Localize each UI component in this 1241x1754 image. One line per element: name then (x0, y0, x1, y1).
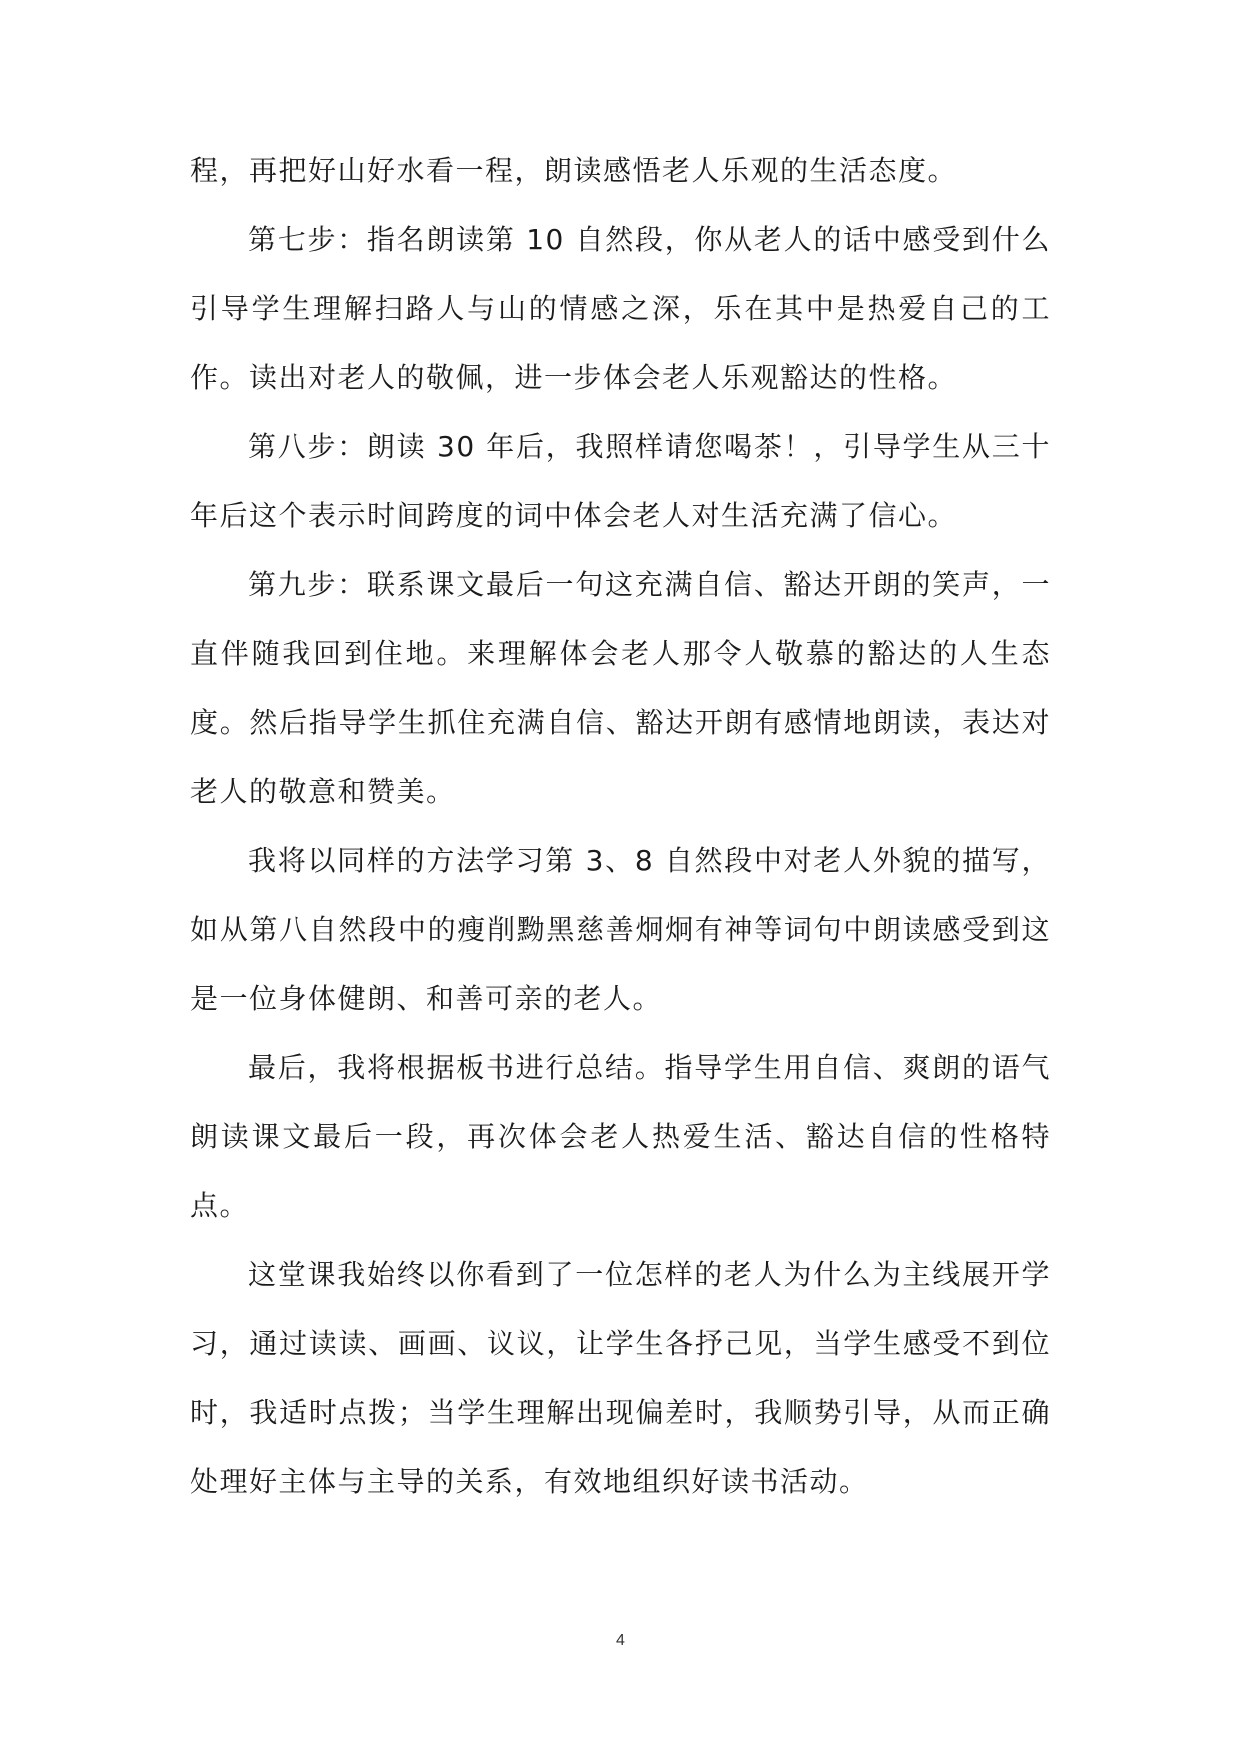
paragraph-step-eight: 第八步：朗读 30 年后，我照样请您喝茶！，引导学生从三十年后这个表示时间跨度的词中体会老人对生活充满了信心。 (190, 430, 1051, 532)
document-body (190, 136, 1051, 1516)
paragraph-reflection: 这堂课我始终以你看到了一位怎样的老人为什么为主线展开学习，通过读读、画画、议议，让学生各抒己见，当学生感受不到位时，我适时点拨；当学生理解出现偏差时，我顺势引导，从而正确处理好主体与主导的关系，有效地组织好读书活动。 (190, 1258, 1051, 1498)
paragraph-step-seven: 第七步：指名朗读第 10 自然段，你从老人的话中感受到什么引导学生理解扫路人与山的情感之深，乐在其中是热爱自己的工作。读出对老人的敬佩，进一步体会老人乐观豁达的性格。 (190, 223, 1051, 394)
paragraph-step-nine: 第九步：联系课文最后一句这充满自信、豁达开朗的笑声，一直伴随我回到住地。来理解体会老人那令人敬慕的豁达的人生态度。然后指导学生抓住充满自信、豁达开朗有感情地朗读，表达对老人的敬意和赞美。 (190, 568, 1051, 808)
paragraph-continuation: 程，再把好山好水看一程，朗读感悟老人乐观的生活态度。 (190, 154, 958, 187)
page-number: 4 (616, 1632, 625, 1649)
paragraph-appearance: 我将以同样的方法学习第 3、8 自然段中对老人外貌的描写，如从第八自然段中的瘦削黝黑慈善炯炯有神等词句中朗读感受到这是一位身体健朗、和善可亲的老人。 (190, 844, 1051, 1015)
paragraph-summary: 最后，我将根据板书进行总结。指导学生用自信、爽朗的语气朗读课文最后一段，再次体会老人热爱生活、豁达自信的性格特点。 (190, 1051, 1051, 1222)
